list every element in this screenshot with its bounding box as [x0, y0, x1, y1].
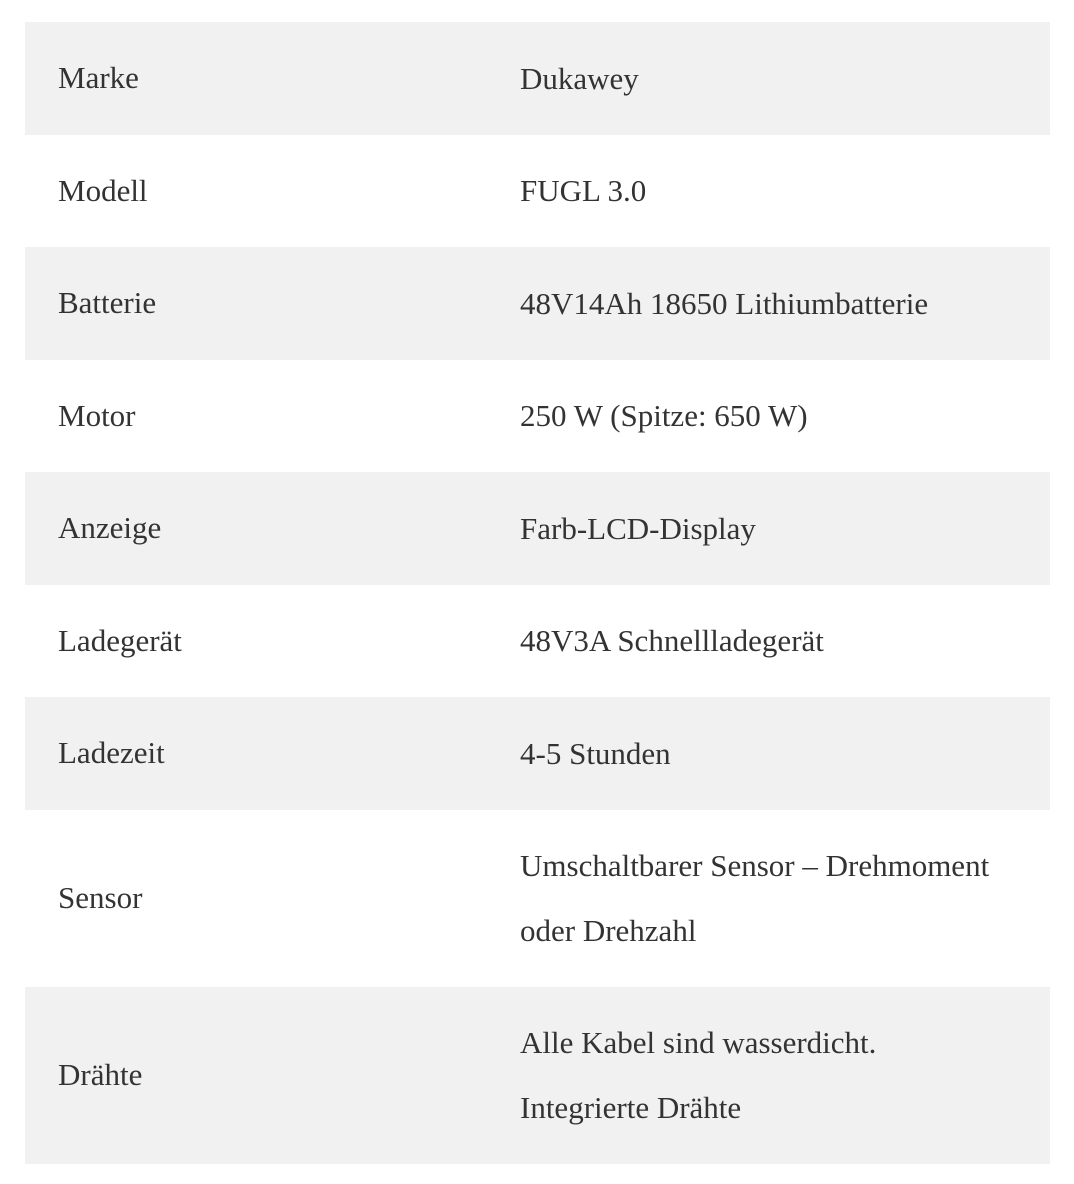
spec-row-motor [25, 360, 1050, 473]
spec-label: Sensor [58, 880, 143, 915]
spec-row-brand [25, 22, 1050, 135]
spec-value: Farb-LCD-Display [520, 510, 756, 546]
spec-label: Ladezeit [58, 735, 165, 771]
spec-row-battery [25, 247, 1050, 360]
spec-table [25, 22, 1050, 1164]
spec-label: Motor [58, 397, 136, 433]
spec-row-wires [25, 987, 1050, 1164]
spec-label: Modell [58, 172, 148, 208]
spec-value: FUGL 3.0 [520, 173, 647, 209]
spec-value: 48V3A Schnellladegerät [520, 623, 824, 659]
spec-value-line: Alle Kabel sind wasserdicht. [520, 1025, 877, 1060]
spec-row-sensor [25, 810, 1050, 987]
spec-row-charger [25, 585, 1050, 698]
spec-row-model [25, 135, 1050, 248]
spec-value [483, 810, 1050, 987]
spec-value-line: Umschaltbarer Sensor – Drehmoment [520, 848, 990, 883]
spec-value [483, 987, 1050, 1164]
spec-label: Drähte [58, 1057, 143, 1092]
spec-value: 250 W (Spitze: 650 W) [520, 398, 808, 434]
spec-label: Anzeige [58, 510, 162, 546]
spec-value-line: oder Drehzahl [520, 913, 697, 948]
spec-label: Marke [58, 60, 139, 96]
spec-value: 4-5 Stunden [520, 735, 671, 771]
spec-label: Ladegerät [58, 622, 182, 658]
spec-value: Dukawey [520, 60, 639, 96]
spec-label: Batterie [58, 285, 157, 321]
spec-row-display [25, 472, 1050, 585]
spec-value: 48V14Ah 18650 Lithiumbatterie [520, 285, 929, 321]
spec-value-line: Integrierte Drähte [520, 1090, 742, 1125]
spec-row-charging-time [25, 697, 1050, 810]
